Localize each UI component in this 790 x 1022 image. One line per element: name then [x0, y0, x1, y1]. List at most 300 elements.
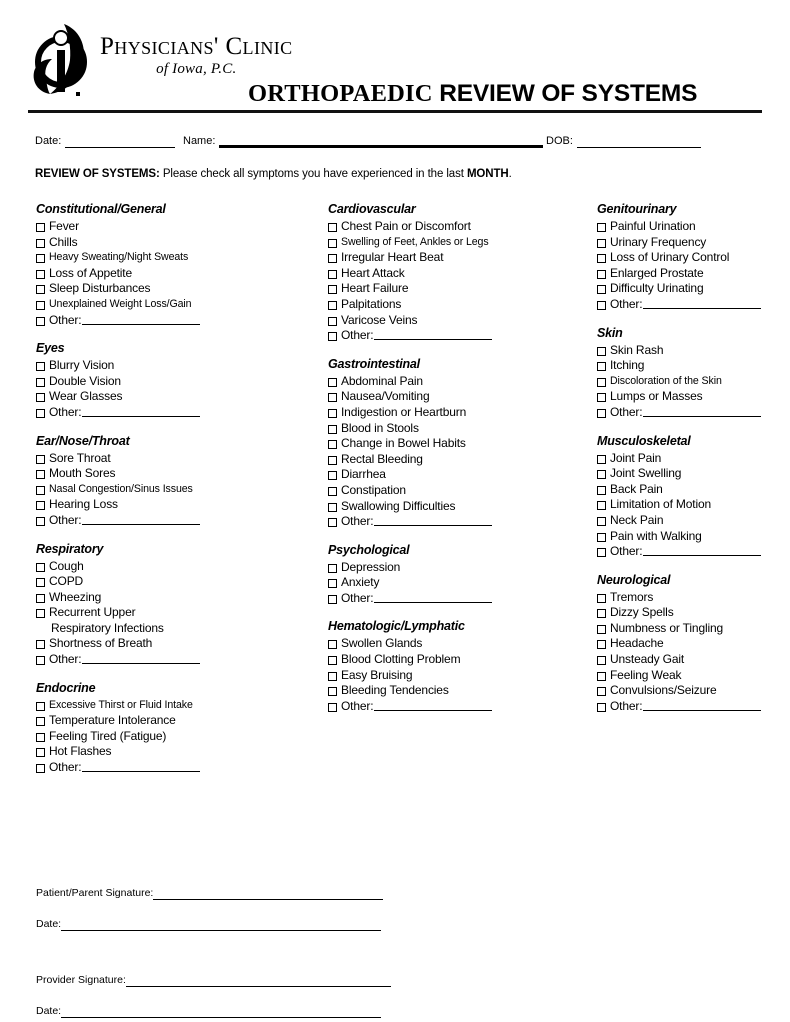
checkbox-item-convulsions-seizure[interactable]: [597, 683, 777, 699]
checkbox-label: Joint Swelling: [610, 466, 682, 481]
checkbox-icon[interactable]: [328, 518, 337, 527]
checkbox-icon[interactable]: [36, 717, 45, 726]
checkbox-icon[interactable]: [36, 702, 45, 711]
instruction-body: Please check all symptoms you have experienced in the last: [159, 168, 467, 180]
checkbox-item-enlarged-prostate[interactable]: [597, 266, 777, 282]
checkbox-label: Cough: [49, 558, 84, 573]
checkbox-label: Palpitations: [341, 296, 402, 311]
checkbox-label: Sleep Disturbances: [49, 281, 151, 296]
other-input[interactable]: [643, 544, 761, 556]
section-musculoskeletal: [597, 434, 777, 560]
signature-input[interactable]: [61, 919, 381, 931]
checkbox-icon[interactable]: [328, 393, 337, 402]
checkbox-item-headache[interactable]: [597, 636, 777, 652]
checkbox-label: Bleeding Tendencies: [341, 683, 449, 698]
header-divider: [28, 110, 762, 113]
checkbox-icon[interactable]: [36, 578, 45, 587]
checkbox-icon[interactable]: [328, 456, 337, 465]
checkbox-label: Constipation: [341, 482, 406, 497]
checkbox-item-heart-failure[interactable]: [328, 281, 578, 297]
section-genitourinary: [597, 202, 777, 313]
checkbox-item-easy-bruising[interactable]: [328, 668, 578, 684]
checkbox-icon[interactable]: [36, 378, 45, 387]
checkbox-item-discoloration-of-the-skin[interactable]: [597, 374, 777, 390]
other-label: Other:: [341, 590, 374, 605]
checkbox-icon[interactable]: [597, 517, 606, 526]
checkbox-item-tremors[interactable]: [597, 590, 777, 606]
checkbox-label: Pain with Walking: [610, 528, 702, 543]
checkbox-icon[interactable]: [597, 239, 606, 248]
checkbox-icon[interactable]: [328, 471, 337, 480]
date-label: Date:: [35, 135, 62, 147]
checkbox-label: Easy Bruising: [341, 667, 413, 682]
checkbox-item-swallowing-difficulties[interactable]: [328, 499, 578, 515]
checkbox-item-blood-clotting-problem[interactable]: [328, 652, 578, 668]
signature-row-1: [36, 917, 756, 931]
checkbox-item-palpitations[interactable]: [328, 297, 578, 313]
checkbox-icon[interactable]: [597, 486, 606, 495]
checkbox-label: Chills: [49, 234, 78, 249]
checkbox-item-joint-swelling[interactable]: [597, 466, 777, 482]
checkbox-label: Nausea/Vomiting: [341, 389, 430, 404]
checkbox-item-other-endocrine[interactable]: [36, 760, 306, 776]
name-field-group: [183, 133, 543, 148]
signature-block: [36, 886, 756, 1018]
checkbox-item-blood-in-stools[interactable]: [328, 421, 578, 437]
checkbox-icon[interactable]: [328, 656, 337, 665]
checkbox-icon[interactable]: [328, 503, 337, 512]
checkbox-icon[interactable]: [597, 656, 606, 665]
checkbox-item-lumps-or-masses[interactable]: [597, 389, 777, 405]
dob-field-group: [546, 135, 701, 148]
checkbox-icon[interactable]: [597, 285, 606, 294]
checkbox-item-other-skin[interactable]: [597, 405, 777, 421]
checkbox-item-chest-pain-or-discomfort[interactable]: [328, 219, 578, 235]
signature-input[interactable]: [61, 1006, 381, 1018]
other-input[interactable]: [82, 760, 200, 772]
section-title: Musculoskeletal: [597, 433, 691, 448]
checkbox-item-other-eyes[interactable]: [36, 405, 306, 421]
page-title-sans-part: REVIEW OF SYSTEMS: [432, 80, 698, 107]
checkbox-item-feeling-tired-fatigue[interactable]: [36, 729, 306, 745]
checkbox-label: Loss of Appetite: [49, 265, 132, 280]
checkbox-label: Depression: [341, 559, 401, 574]
checkbox-item-mouth-sores[interactable]: [36, 466, 306, 482]
checkbox-item-joint-pain[interactable]: [597, 451, 777, 467]
section-title: Psychological: [328, 542, 410, 557]
checkbox-icon[interactable]: [597, 640, 606, 649]
checkbox-label: Back Pain: [610, 481, 663, 496]
checkbox-icon[interactable]: [36, 239, 45, 248]
checkbox-icon[interactable]: [328, 564, 337, 573]
checkbox-icon[interactable]: [36, 517, 45, 526]
other-input[interactable]: [374, 328, 492, 340]
checkbox-label: Neck Pain: [610, 512, 664, 527]
checkbox-icon[interactable]: [597, 301, 606, 310]
checkbox-label: Heart Attack: [341, 265, 405, 280]
checkbox-item-blurry-vision[interactable]: [36, 358, 306, 374]
other-input[interactable]: [82, 652, 200, 664]
checkbox-item-other-constitutional-general[interactable]: [36, 313, 306, 329]
dob-label: DOB:: [546, 135, 573, 147]
section-endocrine: [36, 681, 306, 776]
checkbox-label: Skin Rash: [610, 342, 664, 357]
section-title: Skin: [597, 325, 623, 340]
checkbox-label: Blurry Vision: [49, 358, 115, 373]
checkbox-icon[interactable]: [36, 301, 45, 310]
section-title: Genitourinary: [597, 202, 677, 216]
checkbox-icon[interactable]: [597, 501, 606, 510]
checkbox-label: Lumps or Masses: [610, 389, 703, 404]
other-input[interactable]: [82, 313, 200, 325]
instruction-tail: .: [508, 168, 512, 180]
checkbox-icon[interactable]: [328, 301, 337, 310]
checkbox-item-sleep-disturbances[interactable]: [36, 281, 306, 297]
other-input[interactable]: [374, 699, 492, 711]
dob-input[interactable]: [577, 135, 701, 148]
checkbox-item-other-psychological[interactable]: [328, 591, 578, 607]
checkbox-icon[interactable]: [597, 409, 606, 418]
checkbox-item-other-gastrointestinal[interactable]: [328, 514, 578, 530]
checkbox-item-wheezing[interactable]: [36, 590, 306, 606]
checkbox-item-abdominal-pain[interactable]: [328, 374, 578, 390]
checkbox-item-fever[interactable]: [36, 219, 306, 235]
checkbox-icon[interactable]: [328, 703, 337, 712]
checkbox-icon[interactable]: [597, 672, 606, 681]
checkbox-label: Feeling Weak: [610, 667, 682, 682]
checkbox-icon[interactable]: [36, 748, 45, 757]
checkbox-icon[interactable]: [597, 625, 606, 634]
checkbox-icon[interactable]: [36, 594, 45, 603]
checkbox-item-copd[interactable]: [36, 574, 306, 590]
checkbox-icon[interactable]: [597, 687, 606, 696]
checkbox-label: Joint Pain: [610, 450, 662, 465]
name-input[interactable]: [219, 133, 543, 148]
checkbox-item-shortness-of-breath[interactable]: [36, 636, 306, 652]
checkbox-item-chills[interactable]: [36, 235, 306, 251]
checkbox-icon[interactable]: [36, 362, 45, 371]
signature-input[interactable]: [153, 888, 383, 900]
page-title: [248, 82, 697, 107]
other-label: Other:: [610, 698, 643, 713]
other-input[interactable]: [82, 513, 200, 525]
checkbox-label: Feeling Tired (Fatigue): [49, 728, 167, 743]
checkbox-icon[interactable]: [36, 393, 45, 402]
checkbox-icon[interactable]: [36, 656, 45, 665]
checkbox-label-continuation: Respiratory Infections: [51, 620, 164, 635]
checkbox-label: Varicose Veins: [341, 312, 418, 327]
other-label: Other:: [610, 296, 643, 311]
checkbox-label: Shortness of Breath: [49, 636, 153, 651]
checkbox-icon[interactable]: [328, 687, 337, 696]
signature-input[interactable]: [126, 975, 391, 987]
checkbox-icon[interactable]: [328, 425, 337, 434]
checkbox-label: Double Vision: [49, 373, 121, 388]
checkbox-item-pain-with-walking[interactable]: [597, 529, 777, 545]
checkbox-label: Diarrhea: [341, 467, 386, 482]
checkbox-item-urinary-frequency[interactable]: [597, 235, 777, 251]
checkbox-icon[interactable]: [36, 254, 45, 263]
checkbox-icon[interactable]: [328, 378, 337, 387]
checkbox-item-indigestion-or-heartburn[interactable]: [328, 405, 578, 421]
section-title: Ear/Nose/Throat: [36, 433, 130, 448]
checkbox-icon[interactable]: [597, 378, 606, 387]
checkbox-item-double-vision[interactable]: [36, 374, 306, 390]
checkbox-icon[interactable]: [328, 332, 337, 341]
other-label: Other:: [610, 404, 643, 419]
checkbox-label: Urinary Frequency: [610, 234, 707, 249]
checkbox-label: Loss of Urinary Control: [610, 250, 730, 265]
checkbox-label: Difficulty Urinating: [610, 281, 704, 296]
checkbox-icon[interactable]: [36, 317, 45, 326]
checkbox-item-heart-attack[interactable]: [328, 266, 578, 282]
checkbox-item-skin-rash[interactable]: [597, 343, 777, 359]
checkbox-label: Convulsions/Seizure: [610, 683, 717, 698]
checkbox-label: Change in Bowel Habits: [341, 436, 466, 451]
checkbox-item-back-pain[interactable]: [597, 482, 777, 498]
checkbox-item-hot-flashes[interactable]: [36, 744, 306, 760]
checkbox-label: Discoloration of the Skin: [610, 374, 722, 387]
checkbox-label: Swelling of Feet, Ankles or Legs: [341, 235, 489, 248]
section-title: Gastrointestinal: [328, 356, 420, 371]
checkbox-label: Excessive Thirst or Fluid Intake: [49, 698, 193, 711]
section-psychological: [328, 543, 578, 607]
symptom-column-2: [328, 202, 578, 714]
checkbox-label: Headache: [610, 636, 664, 651]
spacer: [36, 987, 756, 1004]
section-respiratory: [36, 542, 306, 668]
checkbox-icon[interactable]: [328, 440, 337, 449]
checkbox-icon[interactable]: [328, 595, 337, 604]
checkbox-item-unexplained-weight-loss-gain[interactable]: [36, 297, 306, 313]
other-input[interactable]: [643, 297, 761, 309]
checkbox-icon[interactable]: [36, 455, 45, 464]
checkbox-item-other-ear-nose-throat[interactable]: [36, 513, 306, 529]
section-hematologic-lymphatic: [328, 619, 578, 714]
checkbox-label: Heavy Sweating/Night Sweats: [49, 251, 189, 264]
checkbox-item-neck-pain[interactable]: [597, 513, 777, 529]
checkbox-item-nausea-vomiting[interactable]: [328, 389, 578, 405]
checkbox-item-dizzy-spells[interactable]: [597, 605, 777, 621]
instruction-emphasis: MONTH: [466, 168, 509, 180]
section-cardiovascular: [328, 202, 578, 344]
checkbox-icon[interactable]: [36, 563, 45, 572]
symptom-column-1: [36, 202, 306, 776]
checkbox-icon[interactable]: [597, 393, 606, 402]
checkbox-icon[interactable]: [597, 347, 606, 356]
checkbox-item-cough[interactable]: [36, 559, 306, 575]
checkbox-item-heavy-sweating-night-sweats[interactable]: [36, 250, 306, 266]
checkbox-icon[interactable]: [597, 609, 606, 618]
other-input[interactable]: [374, 514, 492, 526]
form-header: [0, 0, 790, 107]
section-constitutional-general: [36, 202, 306, 328]
checkbox-item-excessive-thirst-or-fluid-intake[interactable]: [36, 698, 306, 714]
checkbox-item-loss-of-urinary-control[interactable]: [597, 250, 777, 266]
checkbox-label: Irregular Heart Beat: [341, 250, 444, 265]
checkbox-label: Swallowing Difficulties: [341, 498, 456, 513]
checkbox-item-other-hematologic-lymphatic[interactable]: [328, 699, 578, 715]
checkbox-icon[interactable]: [328, 270, 337, 279]
section-title: Neurological: [597, 572, 671, 587]
checkbox-item-difficulty-urinating[interactable]: [597, 281, 777, 297]
other-label: Other:: [49, 312, 82, 327]
other-label: Other:: [341, 514, 374, 529]
signature-label: Date:: [36, 918, 62, 930]
checkbox-item-other-cardiovascular[interactable]: [328, 328, 578, 344]
checkbox-label: Hearing Loss: [49, 497, 118, 512]
other-label: Other:: [610, 544, 643, 559]
checkbox-label: COPD: [49, 574, 84, 589]
checkbox-icon[interactable]: [328, 285, 337, 294]
section-gastrointestinal: [328, 357, 578, 530]
checkbox-label: Chest Pain or Discomfort: [341, 219, 471, 233]
section-title: Hematologic/Lymphatic: [328, 619, 465, 634]
patient-identity-row: [0, 126, 790, 148]
checkbox-item-depression[interactable]: [328, 560, 578, 576]
checkbox-item-swelling-of-feet-ankles-or-legs[interactable]: [328, 235, 578, 251]
other-label: Other:: [49, 512, 82, 527]
checkbox-icon[interactable]: [328, 254, 337, 263]
checkbox-label: Tremors: [610, 589, 654, 604]
checkbox-icon[interactable]: [328, 409, 337, 418]
other-label: Other:: [49, 760, 82, 775]
signature-label: Patient/Parent Signature:: [36, 887, 154, 899]
checkbox-icon[interactable]: [36, 270, 45, 279]
checkbox-label: Painful Urination: [610, 219, 696, 233]
checkbox-item-anxiety[interactable]: [328, 575, 578, 591]
checkbox-item-painful-urination[interactable]: [597, 219, 777, 235]
checkbox-item-recurrent-upper[interactable]: [36, 605, 306, 621]
checkbox-icon[interactable]: [597, 254, 606, 263]
checkbox-icon[interactable]: [36, 470, 45, 479]
checkbox-label: Blood Clotting Problem: [341, 652, 461, 667]
checkbox-icon[interactable]: [328, 672, 337, 681]
checkbox-item-feeling-weak[interactable]: [597, 668, 777, 684]
other-input[interactable]: [374, 591, 492, 603]
checkbox-icon[interactable]: [36, 285, 45, 294]
clinic-crescent-i-logo-icon: [30, 22, 92, 102]
checkbox-icon[interactable]: [597, 470, 606, 479]
section-title: Eyes: [36, 341, 65, 356]
signature-label: Date:: [36, 1005, 62, 1017]
checkbox-icon[interactable]: [597, 223, 606, 232]
checkbox-item-varicose-veins[interactable]: [328, 313, 578, 329]
checkbox-icon[interactable]: [328, 223, 337, 232]
checkbox-item-other-respiratory[interactable]: [36, 652, 306, 668]
checkbox-icon[interactable]: [597, 594, 606, 603]
checkbox-icon[interactable]: [36, 733, 45, 742]
checkbox-icon[interactable]: [328, 579, 337, 588]
checkbox-item-limitation-of-motion[interactable]: [597, 497, 777, 513]
clinic-name-block: [100, 22, 293, 78]
date-field-group: [35, 135, 175, 148]
checkbox-label: Blood in Stools: [341, 420, 419, 435]
signature-row-0: [36, 886, 756, 900]
section-neurological: [597, 573, 777, 715]
name-label: Name:: [183, 135, 216, 147]
other-input[interactable]: [82, 405, 200, 417]
section-title: Endocrine: [36, 680, 96, 695]
checkbox-icon[interactable]: [328, 317, 337, 326]
checkbox-icon[interactable]: [36, 486, 45, 495]
checkbox-label: Numbness or Tingling: [610, 620, 724, 635]
checkbox-label: Sore Throat: [49, 450, 111, 465]
checkbox-item-swollen-glands[interactable]: [328, 636, 578, 652]
checkbox-icon[interactable]: [36, 501, 45, 510]
checkbox-icon[interactable]: [597, 548, 606, 557]
checkbox-icon[interactable]: [597, 533, 606, 542]
other-input[interactable]: [643, 405, 761, 417]
checkbox-item-bleeding-tendencies[interactable]: [328, 683, 578, 699]
checkbox-item-other-neurological[interactable]: [597, 699, 777, 715]
checkbox-label: Abdominal Pain: [341, 373, 423, 388]
checkbox-label: Temperature Intolerance: [49, 713, 176, 728]
other-label: Other:: [341, 698, 374, 713]
section-ear-nose-throat: [36, 434, 306, 529]
checkbox-icon[interactable]: [36, 640, 45, 649]
checkbox-item-constipation[interactable]: [328, 483, 578, 499]
checkbox-item-unsteady-gait[interactable]: [597, 652, 777, 668]
checkbox-icon[interactable]: [597, 270, 606, 279]
checkbox-item-rectal-bleeding[interactable]: [328, 452, 578, 468]
checkbox-item-nasal-congestion-sinus-issues[interactable]: [36, 482, 306, 498]
clinic-subtitle: of Iowa, P.C.: [156, 61, 237, 77]
checkbox-label: Unexplained Weight Loss/Gain: [49, 297, 192, 310]
checkbox-item-itching[interactable]: [597, 358, 777, 374]
signature-row-3: [36, 1004, 756, 1018]
checkbox-label: Enlarged Prostate: [610, 265, 704, 280]
checkbox-item-numbness-or-tingling[interactable]: [597, 621, 777, 637]
section-title: Constitutional/General: [36, 202, 166, 216]
checkbox-label: Rectal Bleeding: [341, 451, 423, 466]
checkbox-label: Unsteady Gait: [610, 652, 685, 667]
checkbox-item-other-genitourinary[interactable]: [597, 297, 777, 313]
checkbox-icon[interactable]: [36, 223, 45, 232]
signature-row-2: [36, 973, 756, 987]
checkbox-label: Recurrent Upper: [49, 605, 136, 620]
checkbox-item-diarrhea[interactable]: [328, 467, 578, 483]
checkbox-item-irregular-heart-beat[interactable]: [328, 250, 578, 266]
checkbox-icon[interactable]: [597, 455, 606, 464]
section-title: Respiratory: [36, 541, 104, 556]
section-title: Cardiovascular: [328, 202, 416, 216]
date-input[interactable]: [65, 135, 175, 148]
checkbox-icon[interactable]: [36, 764, 45, 773]
checkbox-item-hearing-loss[interactable]: [36, 497, 306, 513]
checkbox-icon[interactable]: [328, 487, 337, 496]
checkbox-label: Nasal Congestion/Sinus Issues: [49, 482, 193, 495]
signature-label: Provider Signature:: [36, 974, 126, 986]
checkbox-icon[interactable]: [597, 362, 606, 371]
checkbox-item-temperature-intolerance[interactable]: [36, 713, 306, 729]
checkbox-item-wear-glasses[interactable]: [36, 389, 306, 405]
checkbox-item-sore-throat[interactable]: [36, 451, 306, 467]
checkbox-icon[interactable]: [36, 609, 45, 618]
other-input[interactable]: [643, 699, 761, 711]
checkbox-item-other-musculoskeletal[interactable]: [597, 544, 777, 560]
checkbox-icon[interactable]: [36, 409, 45, 418]
other-label: Other:: [49, 404, 82, 419]
checkbox-icon[interactable]: [597, 703, 606, 712]
checkbox-item-change-in-bowel-habits[interactable]: [328, 436, 578, 452]
instruction-text: [35, 168, 512, 180]
checkbox-icon[interactable]: [328, 640, 337, 649]
checkbox-label: Heart Failure: [341, 281, 409, 296]
checkbox-item-loss-of-appetite[interactable]: [36, 266, 306, 282]
checkbox-icon[interactable]: [328, 239, 337, 248]
symptom-column-3: [597, 202, 777, 714]
